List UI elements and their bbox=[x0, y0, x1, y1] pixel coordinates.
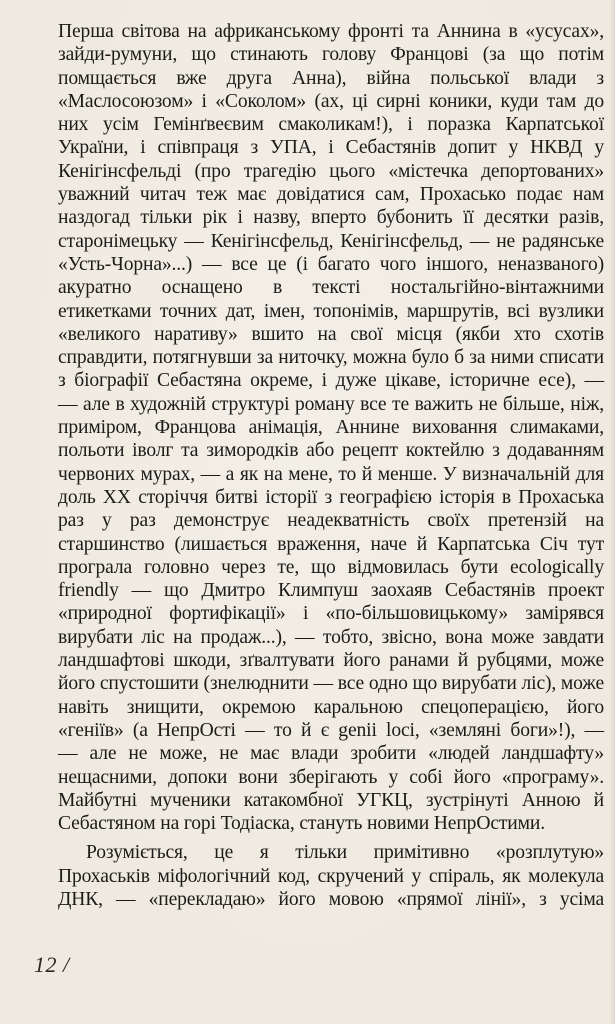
text-line: старшинство (лишається враження, наче й Карпатська Січ тут bbox=[58, 533, 604, 555]
text-line: його спустошити (знелюднити — все одно що вирубати ліс), може bbox=[58, 673, 604, 695]
text-line: помщається вже друга Анна), війна польської влади з bbox=[58, 67, 604, 89]
text-line: Прохаськів міфологічний код, скручений у спіраль, як молекула bbox=[58, 865, 604, 887]
text-line: «великого наративу» вшито на свої місця (якби хто схотів bbox=[58, 323, 604, 345]
text-line: раз у раз демонструє неадекватність своїх претензій на bbox=[58, 510, 604, 532]
paragraph bbox=[58, 841, 604, 911]
text-line: Перша світова на африканському фронті та Аннина в «усусах», bbox=[58, 21, 604, 42]
text-line: — але не може, не має влади зробити «людей ландшафту» bbox=[58, 743, 604, 765]
text-line: програла головно через те, що відмовилась бути ecologically bbox=[58, 556, 604, 578]
text-line: наздогад тільки рік і назву, вперто бубонить її десятки разів, bbox=[58, 207, 604, 229]
text-line: нещасними, допоки вони зберігають у собі його «програму». bbox=[58, 766, 604, 788]
text-line: — але в художній структурі роману все те важить не більше, ніж, bbox=[58, 393, 604, 415]
text-line: старонімецьку — Кенігінсфельд, Кенігінсфельд, — не радянське bbox=[58, 230, 604, 252]
text-line: ландшафтові шкоди, зґвалтувати його ранами й рубцями, може bbox=[58, 650, 604, 672]
text-line: польоти іволг та зимородків або рецепт коктейлю з додаванням bbox=[58, 440, 604, 462]
text-line: приміром, Францова анімація, Аннине виховання слимаками, bbox=[58, 417, 604, 439]
text-line: акуратно оснащено в тексті ностальгійно-вінтажними bbox=[58, 277, 604, 299]
text-line: уважний читач теж має довідатися сам, Прохасько подає нам bbox=[58, 184, 604, 206]
text-line: справдити, потягнувши за ниточку, можна було б за ними списати bbox=[58, 347, 604, 369]
text-line: доль XX сторіччя битві історії з географією історія в Прохаська bbox=[58, 486, 604, 508]
text-line: них усім Гемінґвеєвим смаколикам!), і поразка Карпатської bbox=[58, 114, 604, 136]
text-line: friendly — що Дмитро Климпуш заохаяв Себастянів проект bbox=[58, 580, 604, 602]
paragraph bbox=[58, 20, 604, 835]
text-line: навіть знищити, окремою каральною спецоперацією, його bbox=[58, 696, 604, 718]
text-line: «геніїв» (а НепрОсті — то й є genii loci, «земляні боги»!), — bbox=[58, 719, 604, 741]
text-line: червоних мурах, — а як на мене, то й менше. У визначальній для bbox=[58, 463, 604, 485]
page-edge-shadow bbox=[609, 0, 615, 1024]
text-line: Розуміється, це я тільки примітивно «розплутую» bbox=[86, 842, 604, 864]
text-line: «Маслосоюзом» і «Соколом» (ах, ці сирні коники, куди там до bbox=[58, 90, 604, 112]
text-line: України, і співпраця з УПА, і Себастянів допит у НКВД у bbox=[58, 137, 604, 159]
text-line: ДНК, — «перекладаю» його мовою «прямої лінії», з усіма bbox=[58, 888, 604, 910]
page-number: 12 / bbox=[34, 952, 70, 977]
text-line: зайди-румуни, що стинають голову Францові (за що потім bbox=[58, 44, 604, 66]
text-line: Кенігінсфельді (про трагедію цього «містечка депортованих» bbox=[58, 160, 604, 182]
text-line: «Усть-Чорна»...) — все це (і багато чого іншого, неназваного) bbox=[58, 253, 604, 275]
text-line: з біографії Себастяна окреме, і дуже цікаве, історичне есе), — bbox=[58, 370, 604, 392]
text-line: «природної фортифікації» і «по-більшовицькому» замірявся bbox=[58, 603, 604, 625]
body-text bbox=[58, 20, 604, 911]
text-line: вирубати ліс на продаж...), — тобто, звісно, вона може завдати bbox=[58, 626, 604, 648]
text-line: етикетками точних дат, імен, топонімів, маршрутів, всі вузлики bbox=[58, 300, 604, 322]
text-line: Себастяном на горі Тодіаска, стануть новими НепрОстими. bbox=[58, 813, 545, 835]
text-line: Майбутні мученики катакомбної УГКЦ, зустрінуті Анною й bbox=[58, 789, 604, 811]
